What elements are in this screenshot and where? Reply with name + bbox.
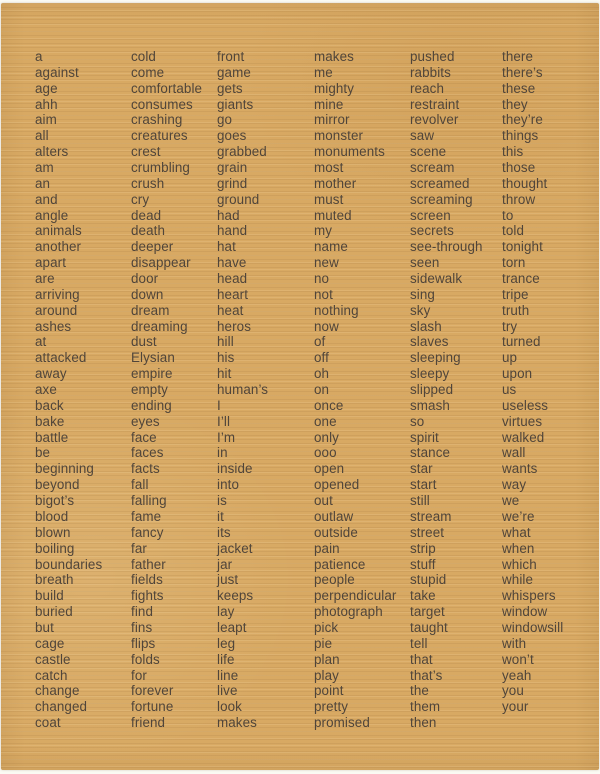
word-item: around xyxy=(35,302,78,318)
word-item: taught xyxy=(410,619,448,635)
word-item: trance xyxy=(502,271,540,287)
word-item: fins xyxy=(131,619,153,635)
word-item: people xyxy=(314,572,355,588)
word-item: changed xyxy=(35,699,88,715)
word-item: there’s xyxy=(502,64,543,80)
word-item: sleeping xyxy=(410,350,461,366)
word-item: play xyxy=(314,667,339,683)
word-item: live xyxy=(217,683,238,699)
word-item: open xyxy=(314,461,345,477)
word-item: falling xyxy=(131,493,167,509)
word-item: walked xyxy=(502,429,545,445)
word-item: not xyxy=(314,286,333,302)
word-item: now xyxy=(314,318,339,334)
word-item: leapt xyxy=(217,619,247,635)
word-item: saw xyxy=(410,128,435,144)
word-item: fall xyxy=(131,477,149,493)
word-item: aim xyxy=(35,112,57,128)
word-item: jacket xyxy=(217,540,253,556)
word-item: against xyxy=(35,64,79,80)
word-item: far xyxy=(131,540,147,556)
word-item: angle xyxy=(35,207,69,223)
word-item: away xyxy=(35,366,67,382)
word-item: death xyxy=(131,223,166,239)
word-item: we’re xyxy=(502,508,535,524)
word-item: facts xyxy=(131,461,160,477)
word-item: look xyxy=(217,699,242,715)
word-item: pushed xyxy=(410,49,455,64)
word-item: breath xyxy=(35,572,74,588)
word-item: cold xyxy=(131,49,156,64)
word-item: pain xyxy=(314,540,340,556)
word-item: cry xyxy=(131,191,150,207)
word-item: scene xyxy=(410,144,447,160)
word-item: are xyxy=(35,271,55,287)
word-item: mirror xyxy=(314,112,350,128)
word-item: slaves xyxy=(410,334,449,350)
word-item: most xyxy=(314,160,344,176)
word-item: crest xyxy=(131,144,161,160)
word-item: oh xyxy=(314,366,330,382)
word-item: just xyxy=(217,572,239,588)
word-item: pick xyxy=(314,619,339,635)
word-item: whispers xyxy=(502,588,556,604)
word-item: attacked xyxy=(35,350,87,366)
word-item: stance xyxy=(410,445,451,461)
word-item: promised xyxy=(314,715,370,731)
word-item: told xyxy=(502,223,524,239)
word-item: monster xyxy=(314,128,364,144)
word-item: windowsill xyxy=(502,619,564,635)
word-item: jar xyxy=(217,556,233,572)
word-item: Elysian xyxy=(131,350,175,366)
word-item: grain xyxy=(217,160,248,176)
word-item: mighty xyxy=(314,80,355,96)
word-item: upon xyxy=(502,366,533,382)
word-item: spirit xyxy=(410,429,439,445)
word-item: fancy xyxy=(131,524,164,540)
word-item: muted xyxy=(314,207,352,223)
word-item: am xyxy=(35,160,54,176)
word-item: alters xyxy=(35,144,69,160)
word-item: restraint xyxy=(410,96,460,112)
word-column-1 xyxy=(35,49,102,731)
word-item: coat xyxy=(35,715,61,731)
word-item: I xyxy=(217,397,221,413)
word-item: is xyxy=(217,493,227,509)
word-item: his xyxy=(217,350,235,366)
word-item: comfortable xyxy=(131,80,203,96)
word-item: your xyxy=(502,699,529,715)
word-item: with xyxy=(502,635,527,651)
word-item: mother xyxy=(314,175,357,191)
word-item: once xyxy=(314,397,344,413)
word-item: castle xyxy=(35,651,71,667)
word-item: find xyxy=(131,604,153,620)
word-item: street xyxy=(410,524,445,540)
word-item: these xyxy=(502,80,536,96)
word-item: animals xyxy=(35,223,82,239)
word-item: opened xyxy=(314,477,360,493)
word-item: patience xyxy=(314,556,366,572)
word-item: battle xyxy=(35,429,69,445)
word-item: smash xyxy=(410,397,450,413)
word-item: cage xyxy=(35,635,65,651)
word-item: outside xyxy=(314,524,358,540)
word-item: while xyxy=(502,572,534,588)
word-item: to xyxy=(502,207,514,223)
word-item: all xyxy=(35,128,49,144)
word-item: mine xyxy=(314,96,344,112)
word-item: its xyxy=(217,524,231,540)
word-item: apart xyxy=(35,255,67,271)
word-item: it xyxy=(217,508,224,524)
word-item: start xyxy=(410,477,437,493)
word-item: bake xyxy=(35,413,65,429)
word-item: lay xyxy=(217,604,235,620)
word-item: human’s xyxy=(217,382,269,398)
word-item: come xyxy=(131,64,165,80)
word-item: sky xyxy=(410,302,431,318)
word-item: new xyxy=(314,255,339,271)
word-item: the xyxy=(410,683,429,699)
word-item: me xyxy=(314,64,333,80)
word-item: only xyxy=(314,429,339,445)
word-item: catch xyxy=(35,667,68,683)
word-item: folds xyxy=(131,651,160,667)
word-column-6 xyxy=(502,49,563,715)
word-item: ooo xyxy=(314,445,337,461)
word-item: fights xyxy=(131,588,164,604)
word-item: on xyxy=(314,382,330,398)
word-item: target xyxy=(410,604,445,620)
word-item: empire xyxy=(131,366,173,382)
word-item: that’s xyxy=(410,667,443,683)
word-item: flips xyxy=(131,635,156,651)
word-item: perpendicular xyxy=(314,588,397,604)
word-item: dust xyxy=(131,334,157,350)
word-item: bigot’s xyxy=(35,493,75,509)
word-item: boiling xyxy=(35,540,75,556)
word-item: down xyxy=(131,286,164,302)
word-item: gets xyxy=(217,80,243,96)
word-item: useless xyxy=(502,397,549,413)
word-item: plan xyxy=(314,651,340,667)
word-item: door xyxy=(131,271,159,287)
word-item: thought xyxy=(502,175,548,191)
word-item: wall xyxy=(502,445,526,461)
word-item: revolver xyxy=(410,112,459,128)
word-item: friend xyxy=(131,715,166,731)
word-item: and xyxy=(35,191,58,207)
word-item: those xyxy=(502,160,536,176)
word-item: crush xyxy=(131,175,165,191)
word-item: deeper xyxy=(131,239,174,255)
word-item: dreaming xyxy=(131,318,188,334)
word-item: wants xyxy=(502,461,538,477)
word-item: tonight xyxy=(502,239,543,255)
word-item: tell xyxy=(410,635,428,651)
word-item: blown xyxy=(35,524,71,540)
word-item: we xyxy=(502,493,520,509)
word-item: head xyxy=(217,271,248,287)
word-item: won’t xyxy=(502,651,534,667)
word-item: had xyxy=(217,207,240,223)
word-item: they’re xyxy=(502,112,543,128)
word-item: in xyxy=(217,445,228,461)
word-item: heat xyxy=(217,302,244,318)
word-item: this xyxy=(502,144,524,160)
word-item: giants xyxy=(217,96,254,112)
word-item: screamed xyxy=(410,175,470,191)
word-item: them xyxy=(410,699,441,715)
word-item: ending xyxy=(131,397,172,413)
word-item: yeah xyxy=(502,667,532,683)
word-item: pretty xyxy=(314,699,349,715)
word-item: go xyxy=(217,112,233,128)
word-item: dead xyxy=(131,207,162,223)
word-item: eyes xyxy=(131,413,160,429)
word-item: star xyxy=(410,461,433,477)
word-item: of xyxy=(314,334,326,350)
word-item: crumbling xyxy=(131,160,190,176)
word-item: into xyxy=(217,477,239,493)
word-item: at xyxy=(35,334,47,350)
word-item: sing xyxy=(410,286,435,302)
word-item: face xyxy=(131,429,157,445)
word-item: hat xyxy=(217,239,236,255)
word-item: an xyxy=(35,175,51,191)
word-item: age xyxy=(35,80,58,96)
word-item: virtues xyxy=(502,413,543,429)
word-item: creatures xyxy=(131,128,188,144)
word-item: game xyxy=(217,64,251,80)
word-item: screen xyxy=(410,207,451,223)
word-item: slipped xyxy=(410,382,454,398)
word-item: ashes xyxy=(35,318,72,334)
word-item: a xyxy=(35,49,43,64)
word-item: when xyxy=(502,540,535,556)
word-item: pie xyxy=(314,635,333,651)
word-item: out xyxy=(314,493,333,509)
word-item: change xyxy=(35,683,80,699)
word-item: stuff xyxy=(410,556,436,572)
word-item: makes xyxy=(217,715,257,731)
word-item: keeps xyxy=(217,588,254,604)
word-item: arriving xyxy=(35,286,80,302)
word-item: grabbed xyxy=(217,144,267,160)
word-item: one xyxy=(314,413,337,429)
word-item: I’m xyxy=(217,429,236,445)
word-item: build xyxy=(35,588,64,604)
word-item: faces xyxy=(131,445,164,461)
word-item: but xyxy=(35,619,54,635)
word-item: rabbits xyxy=(410,64,451,80)
word-column-5 xyxy=(410,49,483,731)
word-item: boundaries xyxy=(35,556,103,572)
word-item: nothing xyxy=(314,302,359,318)
word-item: there xyxy=(502,49,534,64)
word-item: they xyxy=(502,96,528,112)
word-item: inside xyxy=(217,461,253,477)
word-item: take xyxy=(410,588,436,604)
word-item: try xyxy=(502,318,518,334)
word-item: forever xyxy=(131,683,174,699)
word-column-4 xyxy=(314,49,396,731)
word-item: still xyxy=(410,493,430,509)
word-item: reach xyxy=(410,80,444,96)
word-item: axe xyxy=(35,382,57,398)
word-item: window xyxy=(502,604,548,620)
word-item: name xyxy=(314,239,348,255)
word-item: line xyxy=(217,667,239,683)
word-item: monuments xyxy=(314,144,385,160)
word-item: that xyxy=(410,651,433,667)
paper-sheet xyxy=(1,3,599,770)
word-item: point xyxy=(314,683,344,699)
word-item: I’ll xyxy=(217,413,231,429)
word-column-2 xyxy=(131,49,202,731)
word-item: crashing xyxy=(131,112,183,128)
word-item: blood xyxy=(35,508,69,524)
word-item: be xyxy=(35,445,51,461)
word-item: father xyxy=(131,556,166,572)
word-item: ahh xyxy=(35,96,58,112)
word-item: us xyxy=(502,382,517,398)
word-item: back xyxy=(35,397,64,413)
word-item: you xyxy=(502,683,524,699)
word-item: tripe xyxy=(502,286,529,302)
word-item: off xyxy=(314,350,329,366)
word-item: front xyxy=(217,49,245,64)
word-item: hand xyxy=(217,223,248,239)
word-item: secrets xyxy=(410,223,454,239)
word-item: what xyxy=(502,524,531,540)
word-item: dream xyxy=(131,302,170,318)
word-item: makes xyxy=(314,49,354,64)
word-item: beginning xyxy=(35,461,94,477)
word-item: life xyxy=(217,651,235,667)
word-item: grind xyxy=(217,175,248,191)
word-item: outlaw xyxy=(314,508,354,524)
word-item: have xyxy=(217,255,247,271)
word-item: beyond xyxy=(35,477,80,493)
word-item: stream xyxy=(410,508,452,524)
word-item: then xyxy=(410,715,437,731)
word-item: ground xyxy=(217,191,260,207)
word-item: fortune xyxy=(131,699,174,715)
word-item: goes xyxy=(217,128,247,144)
word-item: truth xyxy=(502,302,530,318)
word-item: things xyxy=(502,128,539,144)
word-item: turned xyxy=(502,334,541,350)
word-item: empty xyxy=(131,382,168,398)
word-item: my xyxy=(314,223,333,239)
word-item: photograph xyxy=(314,604,383,620)
word-item: no xyxy=(314,271,330,287)
word-item: which xyxy=(502,556,537,572)
word-item: throw xyxy=(502,191,536,207)
word-item: sidewalk xyxy=(410,271,463,287)
word-item: stupid xyxy=(410,572,447,588)
word-item: fame xyxy=(131,508,162,524)
word-item: screaming xyxy=(410,191,473,207)
word-item: scream xyxy=(410,160,455,176)
word-item: disappear xyxy=(131,255,191,271)
word-item: up xyxy=(502,350,518,366)
word-item: torn xyxy=(502,255,526,271)
word-item: so xyxy=(410,413,425,429)
word-item: must xyxy=(314,191,344,207)
word-item: see-through xyxy=(410,239,483,255)
word-item: slash xyxy=(410,318,442,334)
word-item: seen xyxy=(410,255,440,271)
word-item: strip xyxy=(410,540,436,556)
word-item: sleepy xyxy=(410,366,450,382)
word-item: another xyxy=(35,239,82,255)
word-item: leg xyxy=(217,635,236,651)
word-item: fields xyxy=(131,572,163,588)
word-item: hill xyxy=(217,334,234,350)
word-column-3 xyxy=(217,49,268,731)
word-item: heart xyxy=(217,286,249,302)
word-item: way xyxy=(502,477,527,493)
word-item: heros xyxy=(217,318,251,334)
word-item: buried xyxy=(35,604,73,620)
word-item: for xyxy=(131,667,147,683)
word-item: hit xyxy=(217,366,232,382)
word-item: consumes xyxy=(131,96,193,112)
